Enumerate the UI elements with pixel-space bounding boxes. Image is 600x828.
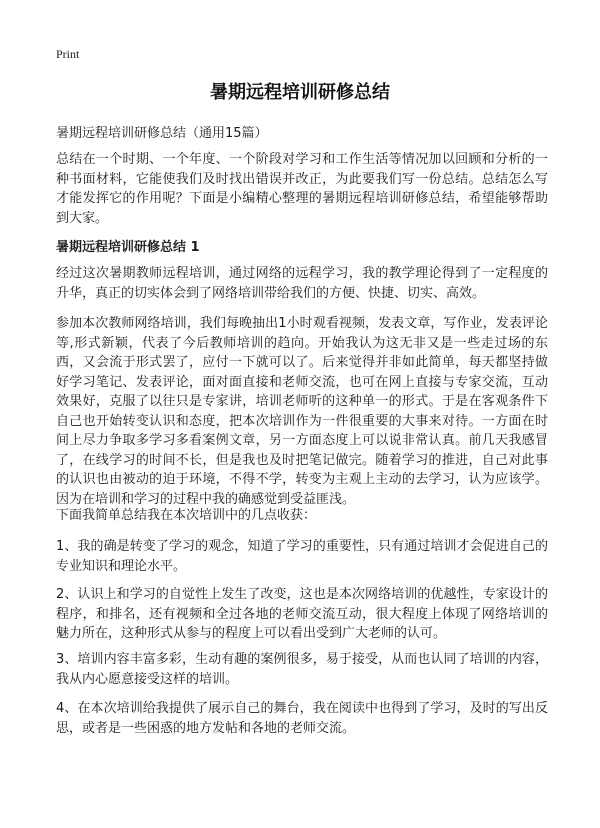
body-paragraph-7: 4、在本次培训给我提供了展示自己的舞台，我在阅读中也得到了学习，及时的写出反思，或者是一些困惑的地方发帖和各地的老师交流。 [56, 701, 548, 736]
section-heading: 暑期远程培训研修总结 1 [56, 240, 200, 255]
body-paragraph-6: 3、培训内容丰富多彩，生动有趣的案例很多，易于接受，从而也认同了培训的内容，我从内心愿意接受这样的培训。 [56, 652, 548, 687]
body-paragraph-5: 2、认识上和学习的自觉性上发生了改变，这也是本次网络培训的优越性，专家设计的程序，和排名，还有视频和全过各地的老师交流互动，很大程度上体现了网络培训的魅力所在，这种形式从参与的程度上可以看出受到广大老师的认可。 [56, 587, 548, 641]
intro-paragraph: 总结在一个时期、一个年度、一个阶段对学习和工作生活等情况加以回顾和分析的一种书面材料，它能使我们及时找出错误并改正，为此要我们写一份总结。总结怎么写才能发挥它的作用呢？下面是小编精心整理的暑期远程培训研修总结，希望能够帮助到大家。 [56, 152, 548, 226]
body-paragraph-2: 参加本次教师网络培训，我们每晚抽出1小时观看视频，发表文章，写作业，发表评论等,形式新颖，代表了今后教师培训的趋向。开始我认为这无非又是一些走过场的东西，又会流于形式罢了，应付一下就可以了。后来觉得并非如此简单，每天都坚持做好学习笔记、发表评论，面对面直接和老师交流，也可在网上直接与专家交流，互动效果好，克服了以往只是专家讲，培训老师听的这种单一的形式。于是在客观条件下自己也开始转变认识和态度，把本次培训作为一件很重要的大事来对待。一方面在时间上尽力争取多学习多看案例文章，另一方面态度上可以说非常认真。前几天我感冒了，在线学习的时间不长，但是我也及时把笔记做完。随着学习的推进，自己对此事的认识也由被动的迫于环境，不得不学，转变为主观上主动的去学习，认为应该学。因为在培训和学习的过程中我的确感觉到受益匪浅。 [56, 316, 548, 507]
page-title: 暑期远程培训研修总结 [210, 82, 390, 103]
print-link[interactable]: Print [56, 47, 80, 61]
body-paragraph-1: 经过这次暑期教师远程培训，通过网络的远程学习，我的教学理论得到了一定程度的升华，真正的切实体会到了网络培训带给我们的方便、快捷、切实、高效。 [56, 266, 548, 301]
document-subtitle: 暑期远程培训研修总结（通用15篇） [56, 126, 268, 141]
body-paragraph-4: 1、我的确是转变了学习的观念，知道了学习的重要性，只有通过培训才会促进自己的专业知识和理论水平。 [56, 539, 548, 574]
body-paragraph-3: 下面我简单总结我在本次培训中的几点收获： [56, 508, 317, 523]
